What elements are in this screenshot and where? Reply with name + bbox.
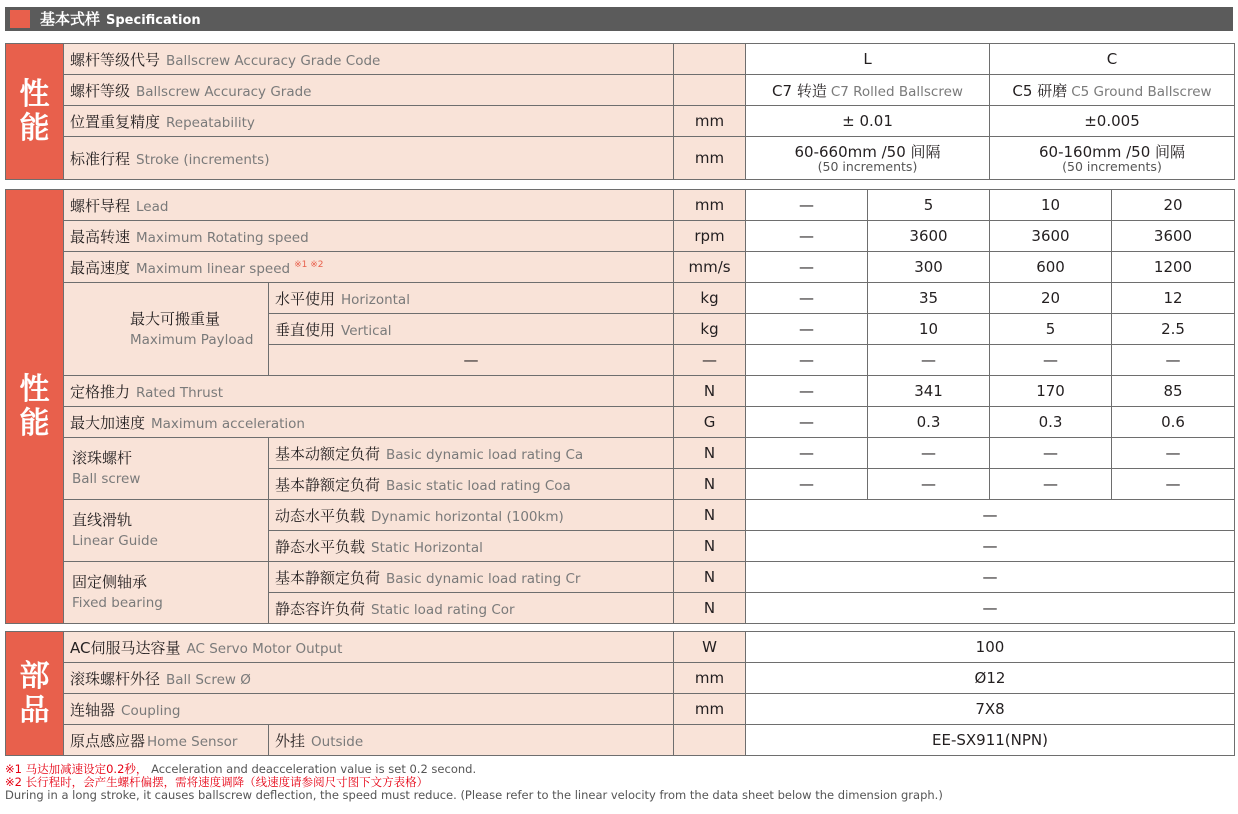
unit-cell: N: [674, 469, 746, 500]
footnotes: [5, 763, 943, 802]
value-c: C5 研磨 C5 Ground Ballscrew: [990, 75, 1235, 106]
value-cell: —: [1112, 345, 1235, 376]
value-cell: 10: [990, 190, 1112, 221]
unit-cell: rpm: [674, 221, 746, 252]
value-cell: 3600: [868, 221, 990, 252]
value-cell: 300: [868, 252, 990, 283]
value-cell: 10: [868, 314, 990, 345]
value-cell: 0.3: [868, 407, 990, 438]
value-cell: —: [746, 593, 1235, 624]
row-label-speed: 最高速度 Maximum linear speed $^{※1 ※2}$: [64, 252, 674, 283]
row-label-bearing-static: 静态容许负荷 Static load rating Cor: [269, 593, 674, 624]
row-label-rpm: 最高转速 Maximum Rotating speed: [64, 221, 674, 252]
value-cell: 20: [990, 283, 1112, 314]
value-cell: 100: [746, 632, 1235, 663]
row-label-thrust: 定格推力 Rated Thrust: [64, 376, 674, 407]
value-cell: 341: [868, 376, 990, 407]
unit-cell: W: [674, 632, 746, 663]
value-cell: —: [746, 190, 868, 221]
value-cell: —: [868, 345, 990, 376]
unit-cell: [674, 75, 746, 106]
value-cell: 85: [1112, 376, 1235, 407]
header-title: 基本式样 Specification: [40, 10, 201, 28]
value-cell: 0.3: [990, 407, 1112, 438]
value-cell: —: [990, 469, 1112, 500]
row-label-horizontal: 水平使用 Horizontal: [269, 283, 674, 314]
row-label-ballscrew-diameter: 滚珠螺杆外径 Ball Screw Ø: [64, 663, 674, 694]
category-performance: 性能: [6, 44, 64, 180]
unit-cell: kg: [674, 314, 746, 345]
header-accent-square: [10, 10, 30, 28]
row-label-grade-code: 螺杆等级代号 Ballscrew Accuracy Grade Code: [64, 44, 674, 75]
value-l: 60-660mm /50 间隔 (50 increments): [746, 137, 990, 180]
row-label-acceleration: 最大加速度 Maximum acceleration: [64, 407, 674, 438]
row-label-home-sensor: 原点感应器 Home Sensor: [64, 725, 269, 756]
row-label-vertical: 垂直使用 Vertical: [269, 314, 674, 345]
row-label-sensor-mount: 外挂 Outside: [269, 725, 674, 756]
value-cell: 2.5: [1112, 314, 1235, 345]
category-performance: 性能: [6, 190, 64, 624]
unit-cell: [674, 725, 746, 756]
value-cell: —: [746, 376, 868, 407]
value-cell: EE-SX911(NPN): [746, 725, 1235, 756]
value-cell: —: [746, 438, 868, 469]
value-cell: 170: [990, 376, 1112, 407]
spec-table-components: [5, 631, 1235, 756]
value-cell: —: [746, 345, 868, 376]
value-c: ±0.005: [990, 106, 1235, 137]
row-label-static-horizontal: 静态水平负载 Static Horizontal: [269, 531, 674, 562]
value-cell: 1200: [1112, 252, 1235, 283]
row-label-dynamic-horizontal: 动态水平负载 Dynamic horizontal (100km): [269, 500, 674, 531]
value-cell: —: [868, 438, 990, 469]
row-label-grade: 螺杆等级 Ballscrew Accuracy Grade: [64, 75, 674, 106]
footnote-3: During in a long stroke, it causes ballscrew deflection, the speed must reduce. (Please refer to the linear velocity from the data sheet below the dimension graph.): [5, 788, 943, 802]
row-label-dynamic-load: 基本动额定负荷 Basic dynamic load rating Ca: [269, 438, 674, 469]
value-cell: —: [868, 469, 990, 500]
value-l: C7 转造 C7 Rolled Ballscrew: [746, 75, 990, 106]
category-components: 部品: [6, 632, 64, 756]
value-cell: —: [746, 252, 868, 283]
value-cell: 5: [868, 190, 990, 221]
value-c: 60-160mm /50 间隔 (50 increments): [990, 137, 1235, 180]
group-label-linear-guide: 直线滑轨 Linear Guide: [64, 500, 269, 562]
row-label-stroke: 标准行程 Stroke (increments): [64, 137, 674, 180]
value-cell: 12: [1112, 283, 1235, 314]
value-cell: —: [746, 562, 1235, 593]
spec-table-performance-2: [5, 189, 1235, 624]
group-label-ballscrew: 滚珠螺杆 Ball screw: [64, 438, 269, 500]
footnote-1: ※1 马达加减速设定0.2秒， Acceleration and deacceleration value is set 0.2 second.: [5, 762, 477, 776]
value-cell: 3600: [1112, 221, 1235, 252]
row-label-motor-output: AC伺服马达容量 AC Servo Motor Output: [64, 632, 674, 663]
unit-cell: mm: [674, 663, 746, 694]
value-cell: —: [746, 221, 868, 252]
value-cell: —: [746, 314, 868, 345]
unit-cell: mm/s: [674, 252, 746, 283]
unit-cell: N: [674, 562, 746, 593]
row-label-bearing-dynamic: 基本静额定负荷 Basic dynamic load rating Cr: [269, 562, 674, 593]
value-cell: 35: [868, 283, 990, 314]
unit-cell: mm: [674, 106, 746, 137]
row-label-repeatability: 位置重复精度 Repeatability: [64, 106, 674, 137]
value-cell: 5: [990, 314, 1112, 345]
value-cell: —: [990, 345, 1112, 376]
unit-cell: mm: [674, 137, 746, 180]
value-c: C: [990, 44, 1235, 75]
value-cell: 3600: [990, 221, 1112, 252]
section-header: [5, 7, 1233, 31]
group-label-payload: 最大可搬重量 Maximum Payload: [64, 283, 269, 376]
value-cell: —: [746, 531, 1235, 562]
value-cell: 7X8: [746, 694, 1235, 725]
unit-cell: kg: [674, 283, 746, 314]
spec-table-performance-1: [5, 43, 1235, 180]
footnote-2: ※2 长行程时，会产生螺杆偏摆，需将速度调降（线速度请参阅尺寸图下文方表格）: [5, 775, 429, 789]
value-cell: Ø12: [746, 663, 1235, 694]
unit-cell: —: [674, 345, 746, 376]
unit-cell: N: [674, 500, 746, 531]
unit-cell: N: [674, 376, 746, 407]
value-cell: 20: [1112, 190, 1235, 221]
value-l: ± 0.01: [746, 106, 990, 137]
value-cell: 0.6: [1112, 407, 1235, 438]
unit-cell: [674, 44, 746, 75]
unit-cell: mm: [674, 190, 746, 221]
value-cell: —: [1112, 469, 1235, 500]
value-cell: —: [990, 438, 1112, 469]
row-label-static-load: 基本静额定负荷 Basic static load rating Coa: [269, 469, 674, 500]
unit-cell: G: [674, 407, 746, 438]
row-label-blank: —: [269, 345, 674, 376]
value-cell: —: [746, 469, 868, 500]
row-label-lead: 螺杆导程 Lead: [64, 190, 674, 221]
value-l: L: [746, 44, 990, 75]
unit-cell: mm: [674, 694, 746, 725]
value-cell: —: [746, 500, 1235, 531]
unit-cell: N: [674, 438, 746, 469]
unit-cell: N: [674, 531, 746, 562]
value-cell: 600: [990, 252, 1112, 283]
unit-cell: N: [674, 593, 746, 624]
value-cell: —: [1112, 438, 1235, 469]
group-label-fixed-bearing: 固定侧轴承 Fixed bearing: [64, 562, 269, 624]
row-label-coupling: 连轴器 Coupling: [64, 694, 674, 725]
value-cell: —: [746, 407, 868, 438]
value-cell: —: [746, 283, 868, 314]
